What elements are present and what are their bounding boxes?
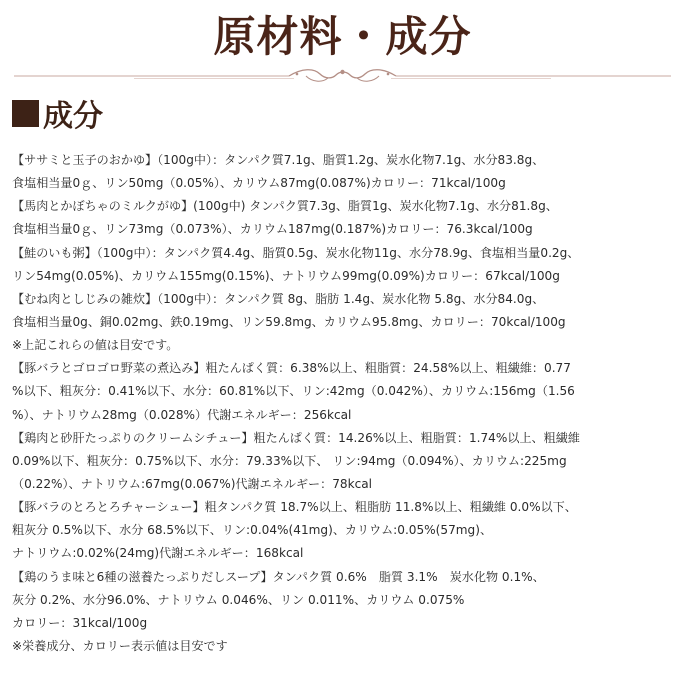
section-heading (12, 92, 103, 134)
text-line: 【むね肉としじみの雑炊】（100g中）：タンパク質 8g、脂肪 1.4g、炭水化物 5.8g、水分84.0g、 (12, 291, 545, 306)
text-line: ナトリウム:0.02%(24mg)代謝エネルギー：168kcal (12, 546, 304, 561)
text-line: リン54mg(0.05%)、カリウム155mg(0.15%)、ナトリウム99mg(0.09%)カロリー：67kcal/100g (12, 268, 560, 283)
text-line: %以下、粗灰分：0.41%以下、水分：60.81%以下、リン:42mg（0.042%）、カリウム:156mg（1.56 (12, 384, 575, 399)
section-heading-label: 成分 (43, 99, 103, 134)
text-line: 食塩相当量0g、銅0.02mg、鉄0.19mg、リン59.8mg、カリウム95.8mg、カロリー：70kcal/100g (12, 314, 566, 329)
text-line: （0.22%）、ナトリウム:67mg(0.067%)代謝エネルギー：78kcal (12, 476, 373, 491)
note-line: ※栄養成分、カロリー表示値は目安です (12, 638, 228, 653)
heading-square-icon (12, 100, 39, 127)
text-line: 【鮭のいも粥】（100g中）：タンパク質4.4g、脂質0.5g、炭水化物11g、水分78.9g、食塩相当量0.2g、 (12, 245, 580, 260)
text-line: 0.09%以下、粗灰分：0.75%以下、水分：79.33%以下、 リン:94mg（0.094%）、カリウム:225mg (12, 453, 567, 468)
text-line: 灰分 0.2%、水分96.0%、ナトリウム 0.046%、リン 0.011%、カリウム 0.075% (12, 592, 465, 607)
note-line: ※上記これらの値は目安です。 (12, 338, 179, 353)
text-line: 食塩相当量0ｇ、リン73mg（0.073%）、カリウム187mg(0.187%)カロリー：76.3kcal/100g (12, 222, 533, 237)
text-line: 【馬肉とかぼちゃのミルクがゆ】(100g中) タンパク質7.3g、脂質1g、炭水化物7.1g、水分81.8g、 (12, 199, 558, 214)
text-line: 【豚バラのとろとろチャーシュー】粗タンパク質 18.7%以上、粗脂肪 11.8%以上、粗繊維 0.0%以下、 (12, 500, 577, 515)
text-line: 【豚バラとゴロゴロ野菜の煮込み】粗たんぱく質：6.38%以上、粗脂質：24.58%以上、粗繊維：0.77 (12, 361, 571, 376)
text-line: カロリー：31kcal/100g (12, 615, 148, 630)
text-line: 粗灰分 0.5%以下、水分 68.5%以下、リン:0.04%(41mg)、カリウム:0.05%(57mg)、 (12, 523, 493, 538)
page-title: 原材料・成分 (213, 12, 472, 61)
ornament-divider (14, 66, 671, 86)
text-line: 【鶏のうま味と6種の滋養たっぷりだしスープ】タンパク質 0.6% 脂質 3.1% 炭水化物 0.1%、 (12, 569, 545, 584)
nutrition-text-block (12, 149, 676, 658)
text-line: %）、ナトリウム28mg（0.028%）代謝エネルギー：256kcal (12, 407, 352, 422)
text-line: 【鶏肉と砂肝たっぷりのクリームシチュー】粗たんぱく質：14.26%以上、粗脂質：1.74%以上、粗繊維 (12, 430, 580, 445)
text-line: 食塩相当量0ｇ、リン50mg（0.05%）、カリウム87mg(0.087%)カロリー：71kcal/100g (12, 176, 506, 191)
text-line: 【ササミと玉子のおかゆ】（100g中）：タンパク質7.1g、脂質1.2g、炭水化物7.1g、水分83.8g、 (12, 153, 545, 167)
